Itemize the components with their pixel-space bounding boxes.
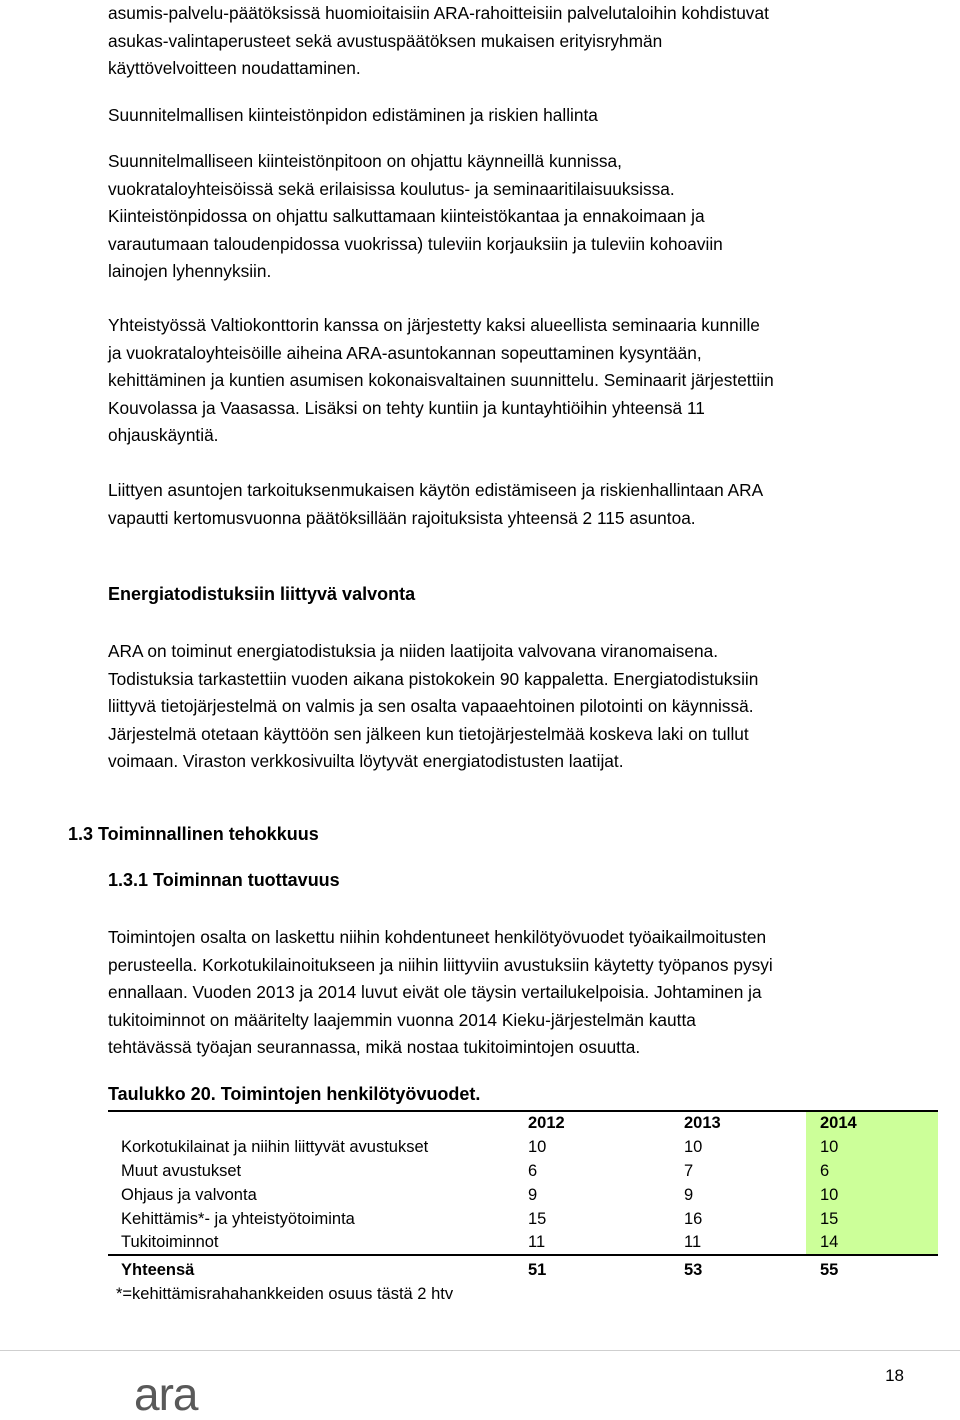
text-line: Liittyen asuntojen tarkoituksenmukaisen käytön edistämiseen ja riskienhallintaan ARA xyxy=(108,480,764,500)
risk-paragraph-3 xyxy=(108,477,908,532)
text-line: tukitoiminnot on määritelty laajemmin vuonna 2014 Kieku-järjestelmän kautta xyxy=(108,1009,696,1030)
cell-2013: 16 xyxy=(684,1209,703,1228)
energy-section-heading: Energiatodistuksiin liittyvä valvonta xyxy=(108,584,416,604)
ara-logo-text: ara xyxy=(134,1372,198,1416)
table-total-row xyxy=(108,1255,938,1285)
row-label: Korkotukilainat ja niihin liittyvät avustukset xyxy=(121,1137,429,1156)
energy-paragraph xyxy=(108,638,908,776)
table-row xyxy=(108,1135,938,1159)
text-line: Kouvolassa ja Vaasassa. Lisäksi on tehty kuntiin ja kuntayhtiöihin yhteensä 11 xyxy=(108,397,705,418)
cell-2012: 6 xyxy=(528,1161,538,1180)
intro-paragraph-end xyxy=(108,0,908,83)
risk-paragraph-1 xyxy=(108,148,908,286)
risk-heading-text: Suunnitelmallisen kiinteistönpidon edistäminen ja riskien hallinta xyxy=(108,105,598,125)
text-line: vapautti kertomusvuonna päätöksillään rajoituksista yhteensä 2 115 asuntoa. xyxy=(108,507,696,528)
table-row xyxy=(108,1231,938,1255)
cell-2012: 15 xyxy=(528,1209,547,1228)
text-line: ARA on toiminut energiatodistuksia ja niiden laatijoita valvovana viranomaisena. xyxy=(108,641,718,661)
cell-2014: 10 xyxy=(806,1183,938,1207)
text-line: ohjauskäyntiä. xyxy=(108,425,219,445)
text-line: Yhteistyössä Valtiokonttorin kanssa on järjestetty kaksi alueellista seminaaria kunnille xyxy=(108,315,760,335)
header-cell-2013: 2013 xyxy=(670,1111,806,1135)
cell-2014: 6 xyxy=(806,1159,938,1183)
row-label: Kehittämis*- ja yhteistyötoiminta xyxy=(121,1209,355,1228)
text-line: Todistuksia tarkastettiin vuoden aikana pistokokein 90 kappaletta. Energiatodistuksiin xyxy=(108,668,759,689)
cell-2012: 9 xyxy=(528,1185,538,1204)
cell-2014: 14 xyxy=(806,1231,938,1255)
total-2014: 55 xyxy=(820,1261,839,1279)
text-line: lainojen lyhennyksiin. xyxy=(108,261,272,281)
text-line: asukas-valintaperusteet sekä avustuspäätöksen mukaisen erityisryhmän xyxy=(108,30,663,51)
text-line: varautumaan taloudenpidossa vuokrissa) tuleviin korjauksiin ja tuleviin kohoaviin xyxy=(108,233,723,254)
header-cell-2014: 2014 xyxy=(806,1111,938,1135)
text-line: Kiinteistönpidossa on ohjattu salkuttamaan kiinteistökantaa ja ennakoimaan ja xyxy=(108,206,705,226)
text-line: ja vuokrataloyhteisöille aiheina ARA-asuntokannan sopeuttaminen kysyntään, xyxy=(108,342,702,363)
total-label: Yhteensä xyxy=(121,1261,195,1279)
header-cell xyxy=(108,1111,514,1135)
risk-paragraph-2 xyxy=(108,312,908,450)
cell-2014: 10 xyxy=(806,1135,938,1159)
table-row xyxy=(108,1159,938,1183)
row-label: Tukitoiminnot xyxy=(108,1231,514,1255)
cell-2014: 15 xyxy=(806,1207,938,1231)
cell-2013: 9 xyxy=(684,1185,694,1204)
row-label: Muut avustukset xyxy=(121,1161,242,1180)
text-line: Järjestelmä otetaan käyttöön sen jälkeen kun tietojärjestelmää koskeva laki on tullut xyxy=(108,723,749,744)
text-line: ennallaan. Vuoden 2013 ja 2014 luvut eivät ole täysin vertailukelpoisia. Johtaminen ja xyxy=(108,982,762,1002)
cell-2013: 11 xyxy=(670,1231,806,1255)
table-caption: Taulukko 20. Toimintojen henkilötyövuodet. xyxy=(108,1084,481,1104)
table-header-row xyxy=(108,1111,938,1135)
text-line: perusteella. Korkotukilainoitukseen ja niihin liittyviin avustuksiin käytetty työpanos pysyi xyxy=(108,954,773,975)
text-line: liittyvä tietojärjestelmä on valmis ja sen osalta vapaaehtoinen pilotointi on käynnissä. xyxy=(108,696,754,716)
row-label: Ohjaus ja valvonta xyxy=(121,1185,257,1204)
table-row xyxy=(108,1183,938,1207)
total-2012: 51 xyxy=(528,1261,547,1279)
text-line: Suunnitelmalliseen kiinteistönpitoon on ohjattu käynneillä kunnissa, xyxy=(108,151,622,171)
text-line: käyttövelvoitteen noudattaminen. xyxy=(108,58,361,78)
text-line: Toimintojen osalta on laskettu niihin kohdentuneet henkilötyövuodet työaikailmoitusten xyxy=(108,927,767,947)
text-line: vuokrataloyhteisöissä sekä erilaisissa koulutus- ja seminaaritilaisuuksissa. xyxy=(108,178,675,199)
ara-logo xyxy=(134,1372,214,1416)
person-years-table xyxy=(108,1110,938,1285)
text-line: kehittäminen ja kuntien asumisen kokonaisvaltainen suunnittelu. Seminaarit järjestettiin xyxy=(108,370,774,390)
section-1-3-1-heading: 1.3.1 Toiminnan tuottavuus xyxy=(108,870,340,890)
header-cell-2012: 2012 xyxy=(514,1111,670,1135)
total-2013: 53 xyxy=(684,1261,703,1279)
page-number: 18 xyxy=(885,1366,904,1385)
cell-2012: 10 xyxy=(528,1137,547,1156)
text-line: voimaan. Viraston verkkosivuilta löytyvät energiatodistusten laatijat. xyxy=(108,751,624,771)
cell-2013: 7 xyxy=(684,1161,694,1180)
text-line: tehtävässä työajan seurannassa, mikä nostaa tukitoimintojen osuutta. xyxy=(108,1037,641,1057)
table-footnote: *=kehittämisrahahankkeiden osuus tästä 2 htv xyxy=(116,1285,454,1303)
productivity-paragraph xyxy=(108,924,908,1062)
footer-divider xyxy=(0,1350,960,1351)
text-line: asumis-palvelu-päätöksissä huomioitaisiin ARA-rahoitteisiin palvelutaloihin kohdistuvat xyxy=(108,3,769,23)
section-1-3-heading: 1.3 Toiminnallinen tehokkuus xyxy=(68,824,319,844)
cell-2013: 10 xyxy=(684,1137,703,1156)
risk-section-heading xyxy=(108,102,908,130)
cell-2012: 11 xyxy=(514,1231,670,1255)
table-row xyxy=(108,1207,938,1231)
